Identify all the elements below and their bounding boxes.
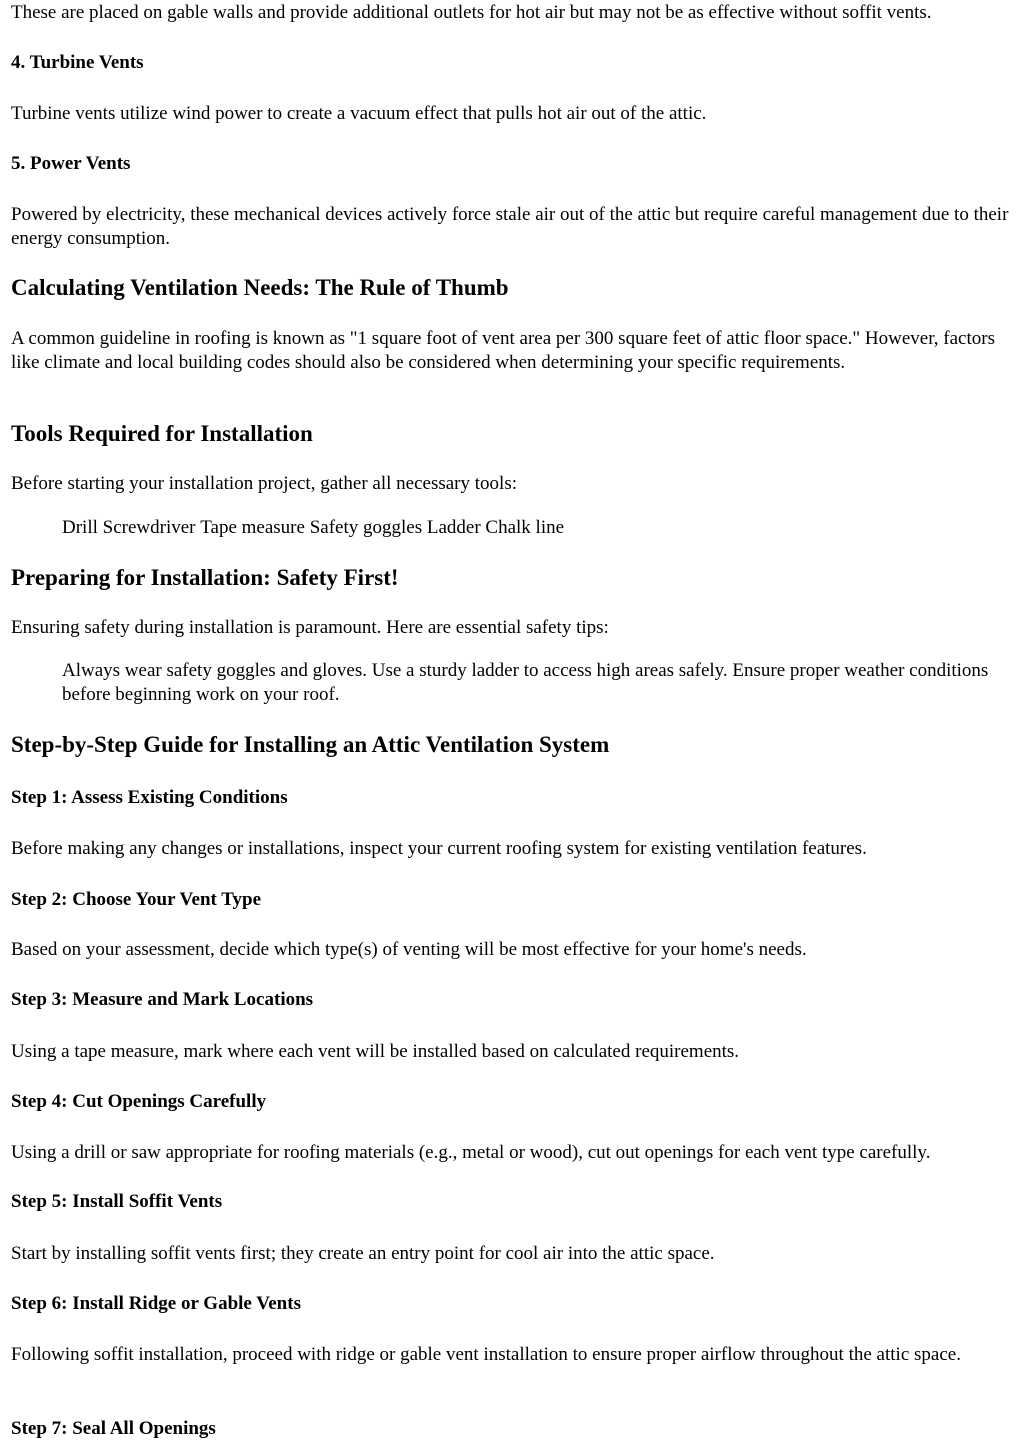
list-item: Tape measure	[200, 517, 305, 538]
heading-step-3: Step 3: Measure and Mark Locations	[11, 989, 314, 1010]
paragraph-step-3: Using a tape measure, mark where each vent will be installed based on calculated requirements.	[11, 1041, 740, 1062]
paragraph-safety-intro: Ensuring safety during installation is paramount. Here are essential safety tips:	[11, 617, 609, 638]
list-item: Screwdriver	[102, 517, 196, 538]
tools-list	[62, 516, 1012, 540]
list-item: Ladder	[426, 517, 481, 538]
paragraph-step-2: Based on your assessment, decide which type(s) of venting will be most effective for your home's needs.	[11, 939, 807, 960]
list-item: Always wear safety goggles and gloves.	[62, 660, 367, 681]
heading-step-7: Step 7: Seal All Openings	[11, 1418, 216, 1439]
safety-tips-list	[62, 659, 1012, 706]
heading-power-vents: 5. Power Vents	[11, 153, 131, 174]
list-item: Chalk line	[485, 517, 565, 538]
list-item: Use a sturdy ladder to access high areas safely.	[371, 660, 728, 681]
paragraph-calculating-needs: A common guideline in roofing is known as "1 square foot of vent area per 300 square feet of attic floor space." However, factors like climate and local building codes should also be considered when determining your specific requirements.	[11, 328, 995, 373]
paragraph-step-4: Using a drill or saw appropriate for roofing materials (e.g., metal or wood), cut out openings for each vent type carefully.	[11, 1142, 931, 1163]
paragraph-step-6: Following soffit installation, proceed with ridge or gable vent installation to ensure proper airflow throughout the attic space.	[11, 1344, 961, 1365]
paragraph-gable-vents: These are placed on gable walls and provide additional outlets for hot air but may not be as effective without soffit vents.	[11, 2, 932, 23]
heading-step-2: Step 2: Choose Your Vent Type	[11, 889, 262, 910]
list-item: Ensure proper weather conditions before beginning work on your roof.	[62, 660, 989, 705]
list-item: Drill	[62, 517, 98, 538]
heading-step-1: Step 1: Assess Existing Conditions	[11, 787, 288, 808]
heading-step-5: Step 5: Install Soffit Vents	[11, 1191, 223, 1212]
paragraph-tools-intro: Before starting your installation project, gather all necessary tools:	[11, 473, 517, 494]
paragraph-turbine-vents: Turbine vents utilize wind power to create a vacuum effect that pulls hot air out of the attic.	[11, 103, 707, 124]
heading-step-4: Step 4: Cut Openings Carefully	[11, 1091, 267, 1112]
heading-step-by-step-guide: Step-by-Step Guide for Installing an Attic Ventilation System	[11, 732, 610, 757]
heading-safety-first: Preparing for Installation: Safety First!	[11, 565, 399, 590]
paragraph-power-vents: Powered by electricity, these mechanical devices actively force stale air out of the attic but require careful management due to their energy consumption.	[11, 204, 1009, 249]
paragraph-step-5: Start by installing soffit vents first; they create an entry point for cool air into the attic space.	[11, 1243, 715, 1264]
paragraph-step-1: Before making any changes or installations, inspect your current roofing system for existing ventilation features.	[11, 838, 867, 859]
heading-turbine-vents: 4. Turbine Vents	[11, 52, 144, 73]
list-item: Safety goggles	[309, 517, 423, 538]
heading-step-6: Step 6: Install Ridge or Gable Vents	[11, 1293, 301, 1314]
heading-tools-required: Tools Required for Installation	[11, 421, 313, 446]
heading-calculating-needs: Calculating Ventilation Needs: The Rule of Thumb	[11, 275, 509, 300]
